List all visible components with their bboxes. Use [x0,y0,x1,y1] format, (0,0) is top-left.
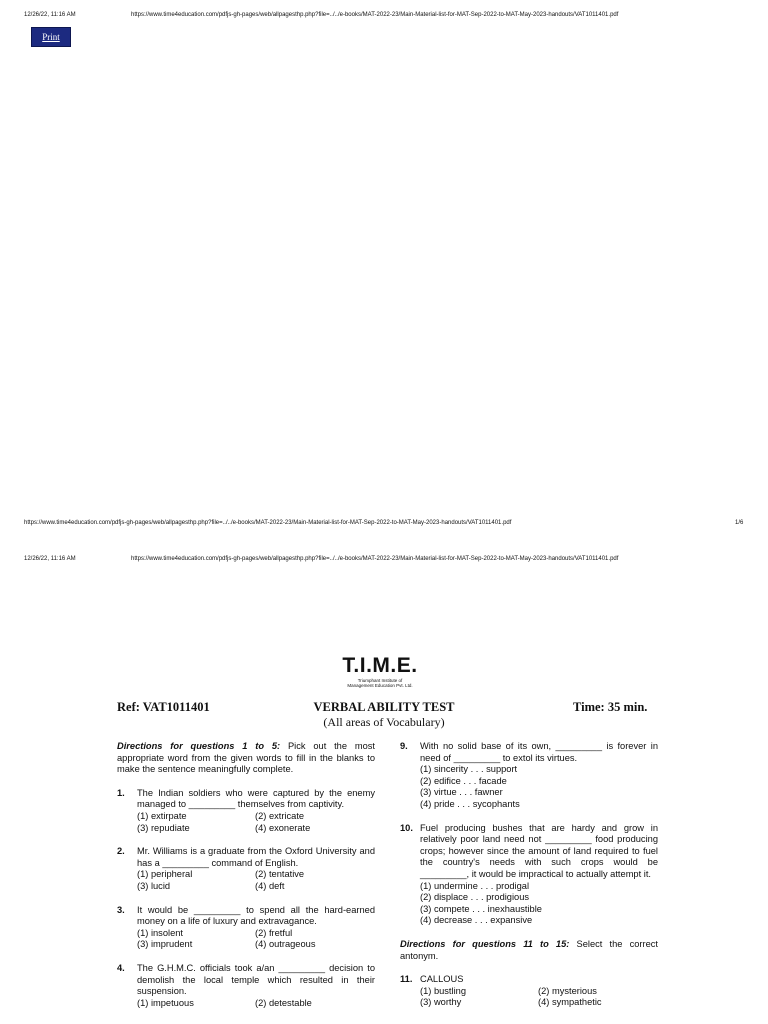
option: (4) sympathetic [538,997,602,1008]
option: (2) edifice . . . facade [420,775,507,786]
question-stem: Mr. Williams is a graduate from the Oxford University and has a _________ command of English. [137,846,375,868]
question-number: 2. [117,846,125,857]
option: (4) pride . . . sycophants [420,798,520,809]
option: (3) lucid [137,880,171,891]
option: (2) tentative [255,869,305,880]
question-stem: CALLOUS [420,974,464,985]
directions-label: Directions for questions 1 to 5: [117,741,281,751]
time-logo [330,654,430,688]
question-stem: The G.H.M.C. officials took a/an _________ decision to demolish the local temple which resulted in their suspension. [137,962,375,997]
option: (4) deft [255,880,285,891]
right-column [400,741,658,1009]
option: (3) repudiate [137,822,190,833]
page-url: https://www.time4education.com/pdfjs-gh-pages/web/allpagesthp.php?file=../../e-books/MAT-2022-23/Main-Material-list-for-MAT-Sep-2022-to-MAT-May-2023-handouts/VAT1011401.pdf [131,12,619,18]
question-4 [117,963,375,1009]
directions-text: Pick out the most appropriate word from the given words to fill in the blanks to make the sentence meaningfully complete. [117,741,376,775]
footer-url: https://www.time4education.com/pdfjs-gh-pages/web/allpagesthp.php?file=../../e-books/MAT-2022-23/Main-Material-list-for-MAT-Sep-2022-to-MAT-May-2023-handouts/VAT1011401.pdf [24,520,512,526]
question-stem: The Indian soldiers who were captured by the enemy managed to _________ themselves from captivity. [137,787,375,810]
question-number: 4. [117,962,125,973]
option: (3) worthy [420,997,462,1008]
option: (4) exonerate [255,822,311,833]
option: (2) extricate [255,810,305,821]
test-title: VERBAL ABILITY TEST [313,700,455,714]
print-date: 12/26/22, 11:16 AM [24,12,76,18]
page-url-2: https://www.time4education.com/pdfjs-gh-pages/web/allpagesthp.php?file=../../e-books/MAT-2022-23/Main-Material-list-for-MAT-Sep-2022-to-MAT-May-2023-handouts/VAT1011401.pdf [131,556,619,562]
test-ref: Ref: VAT1011401 [117,700,210,714]
option: (1) bustling [420,985,466,996]
question-number: 10. [400,822,413,833]
option: (3) compete . . . inexhaustible [420,903,542,914]
option: (1) peripheral [137,869,193,880]
option: (1) undermine . . . prodigal [420,880,530,891]
directions-1-5 [117,741,375,776]
directions-text: Select the correct antonym. [400,938,658,961]
option: (1) sincerity . . . support [420,764,518,775]
directions-label: Directions for questions 11 to 15: [400,938,570,949]
question-9 [400,741,658,811]
print-date-2: 12/26/22, 11:16 AM [24,556,76,562]
question-3 [117,905,375,951]
logo-line-2: Management Education Pvt. Ltd. [347,683,413,688]
question-10 [400,823,658,927]
question-number: 9. [400,741,408,751]
question-11 [400,974,658,1009]
option: (3) virtue . . . fawner [420,787,503,798]
option: (2) fretful [255,927,293,938]
question-stem: With no solid base of its own, _________ is forever in need of _________ to extol its virtues. [420,741,658,763]
test-subtitle: (All areas of Vocabulary) [323,715,445,729]
directions-11-15 [400,939,658,962]
option: (2) displace . . . prodigious [420,892,530,903]
question-number: 3. [117,904,125,915]
logo-word: T.I.M.E. [342,654,418,677]
page-count: 1/6 [735,520,744,526]
option: (1) impetuous [137,997,194,1008]
question-2 [117,846,375,892]
option: (1) extirpate [137,810,187,821]
logo-line-1: Triumphant Institute of [357,678,403,683]
option: (2) detestable [255,997,312,1008]
question-stem: It would be _________ to spend all the hard-earned money on a life of luxury and extravagance. [137,904,375,927]
question-number: 11. [400,974,413,985]
option: (1) insolent [137,927,183,938]
question-number: 1. [117,787,125,798]
test-time: Time: 35 min. [573,700,648,714]
print-button[interactable]: Print [31,27,71,47]
option: (2) mysterious [538,985,597,996]
option: (4) decrease . . . expansive [420,915,533,926]
option: (4) outrageous [255,939,316,950]
left-column [117,741,375,1009]
option: (3) imprudent [137,939,193,950]
question-1 [117,788,375,834]
question-stem: Fuel producing bushes that are hardy and grow in relatively poor land need not _________ food producing crops; however since the amount of land required to fuel the country's needs with such crops would be _________, it would be impractical to actually attempt it. [420,822,658,879]
